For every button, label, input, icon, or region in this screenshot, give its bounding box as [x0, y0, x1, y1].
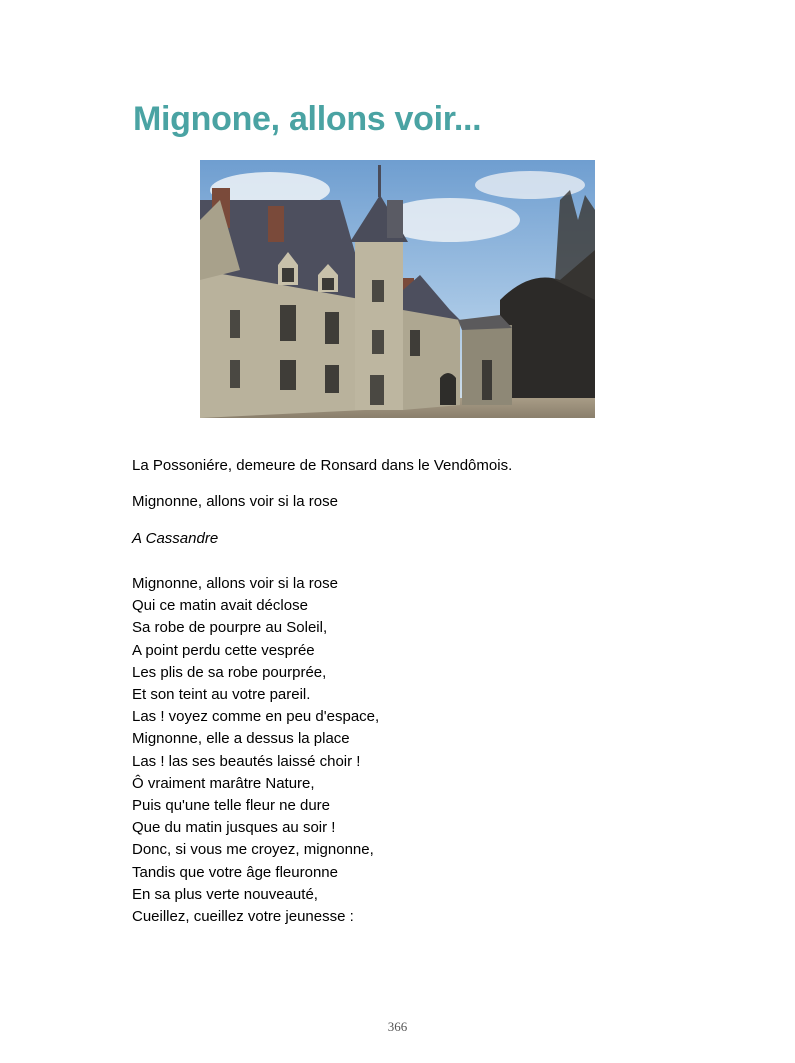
- poem-line: Que du matin jusques au soir !: [132, 819, 336, 837]
- photo-caption: La Possoniére, demeure de Ronsard dans le Vendômois.: [132, 457, 513, 474]
- poem-line: Las ! voyez comme en peu d'espace,: [132, 708, 380, 726]
- poem-dedication: A Cassandre: [132, 530, 219, 547]
- poem-line: Sa robe de pourpre au Soleil,: [132, 619, 328, 637]
- poem-line: Ô vraiment marâtre Nature,: [132, 774, 315, 792]
- poem-line: Donc, si vous me croyez, mignonne,: [132, 841, 374, 859]
- poem-line: Tandis que votre âge fleuronne: [132, 863, 338, 881]
- page-title: Mignone, allons voir...: [133, 100, 482, 138]
- poem-body: [132, 573, 379, 928]
- poem-line: Mignonne, elle a dessus la place: [132, 730, 350, 748]
- poem-line: A point perdu cette vesprée: [132, 641, 315, 659]
- poem-subtitle: Mignonne, allons voir si la rose: [132, 493, 338, 510]
- poem-line: En sa plus verte nouveauté,: [132, 885, 318, 903]
- castle-photo: [200, 160, 595, 418]
- poem-line: Et son teint au votre pareil.: [132, 686, 311, 704]
- poem-line: Cueillez, cueillez votre jeunesse :: [132, 908, 354, 926]
- poem-line: Las ! las ses beautés laissé choir !: [132, 752, 361, 770]
- poem-line: Qui ce matin avait déclose: [132, 597, 308, 615]
- poem-line: Mignonne, allons voir si la rose: [132, 575, 338, 592]
- page-number: 366: [387, 1019, 408, 1034]
- poem-line: Les plis de sa robe pourprée,: [132, 663, 327, 681]
- poem-line: Puis qu'une telle fleur ne dure: [132, 797, 330, 815]
